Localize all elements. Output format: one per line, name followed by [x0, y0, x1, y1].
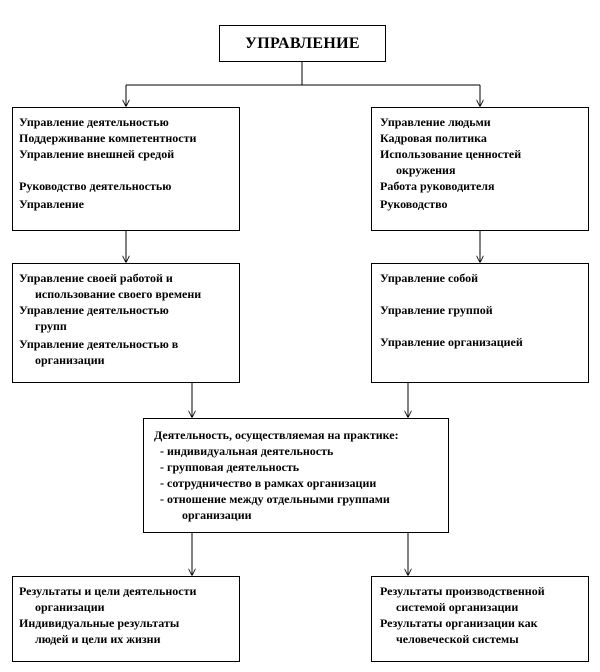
practice-item: - индивидуальная деятельность — [160, 444, 334, 458]
box-line: Руководство — [380, 197, 448, 211]
box-line: групп — [35, 319, 67, 333]
box-line: организации — [35, 353, 105, 367]
box-line: Управление деятельностью — [19, 115, 169, 129]
box-line: Результаты и цели деятельности — [19, 584, 197, 598]
box-line: Результаты организации как — [380, 616, 538, 630]
box-line: Управление деятельностью — [19, 303, 169, 317]
box-line: Управление своей работой и — [19, 271, 173, 285]
practice-item: - отношение между отдельными группами — [160, 492, 390, 506]
box-line: организации — [35, 600, 105, 614]
box-line: Управление внешней средой — [19, 147, 175, 161]
box-line: Управление людьми — [380, 115, 491, 129]
title-text: УПРАВЛЕНИЕ — [245, 35, 360, 52]
box-line: Управление организацией — [380, 335, 523, 349]
activity-management-box — [12, 107, 240, 231]
box-line: системой организации — [396, 600, 519, 614]
practice-item: организации — [182, 508, 252, 522]
people-management-box — [371, 107, 589, 231]
practice-item: - групповая деятельность — [160, 460, 300, 474]
box-line: Результаты производственной — [380, 584, 545, 598]
self-group-org-box — [371, 263, 589, 383]
box-line: использование своего времени — [35, 287, 202, 301]
box-line: окружения — [396, 163, 456, 177]
activity-results-box — [12, 576, 240, 662]
box-line: Поддерживание компетентности — [19, 131, 197, 145]
practice-item: - сотрудничество в рамках организации — [160, 476, 377, 490]
box-line: людей и цели их жизни — [35, 632, 161, 646]
box-line: Индивидуальные результаты — [19, 616, 180, 630]
box-line: Управление группой — [380, 303, 493, 317]
box-line: Кадровая политика — [380, 131, 487, 145]
title-box — [219, 25, 386, 62]
box-line: Управление — [19, 197, 84, 211]
box-line: Управление деятельностью в — [19, 337, 179, 351]
box-line: человеческой системы — [396, 632, 519, 646]
work-management-box — [12, 263, 240, 383]
box-line: Руководство деятельностью — [19, 179, 172, 193]
box-line: Использование ценностей — [380, 147, 522, 161]
box-line: Работа руководителя — [380, 179, 495, 193]
box-line: Управление собой — [380, 271, 479, 285]
system-results-box — [371, 576, 589, 662]
practice-activity-box — [143, 418, 449, 533]
practice-heading: Деятельность, осуществляемая на практике: — [154, 428, 399, 442]
